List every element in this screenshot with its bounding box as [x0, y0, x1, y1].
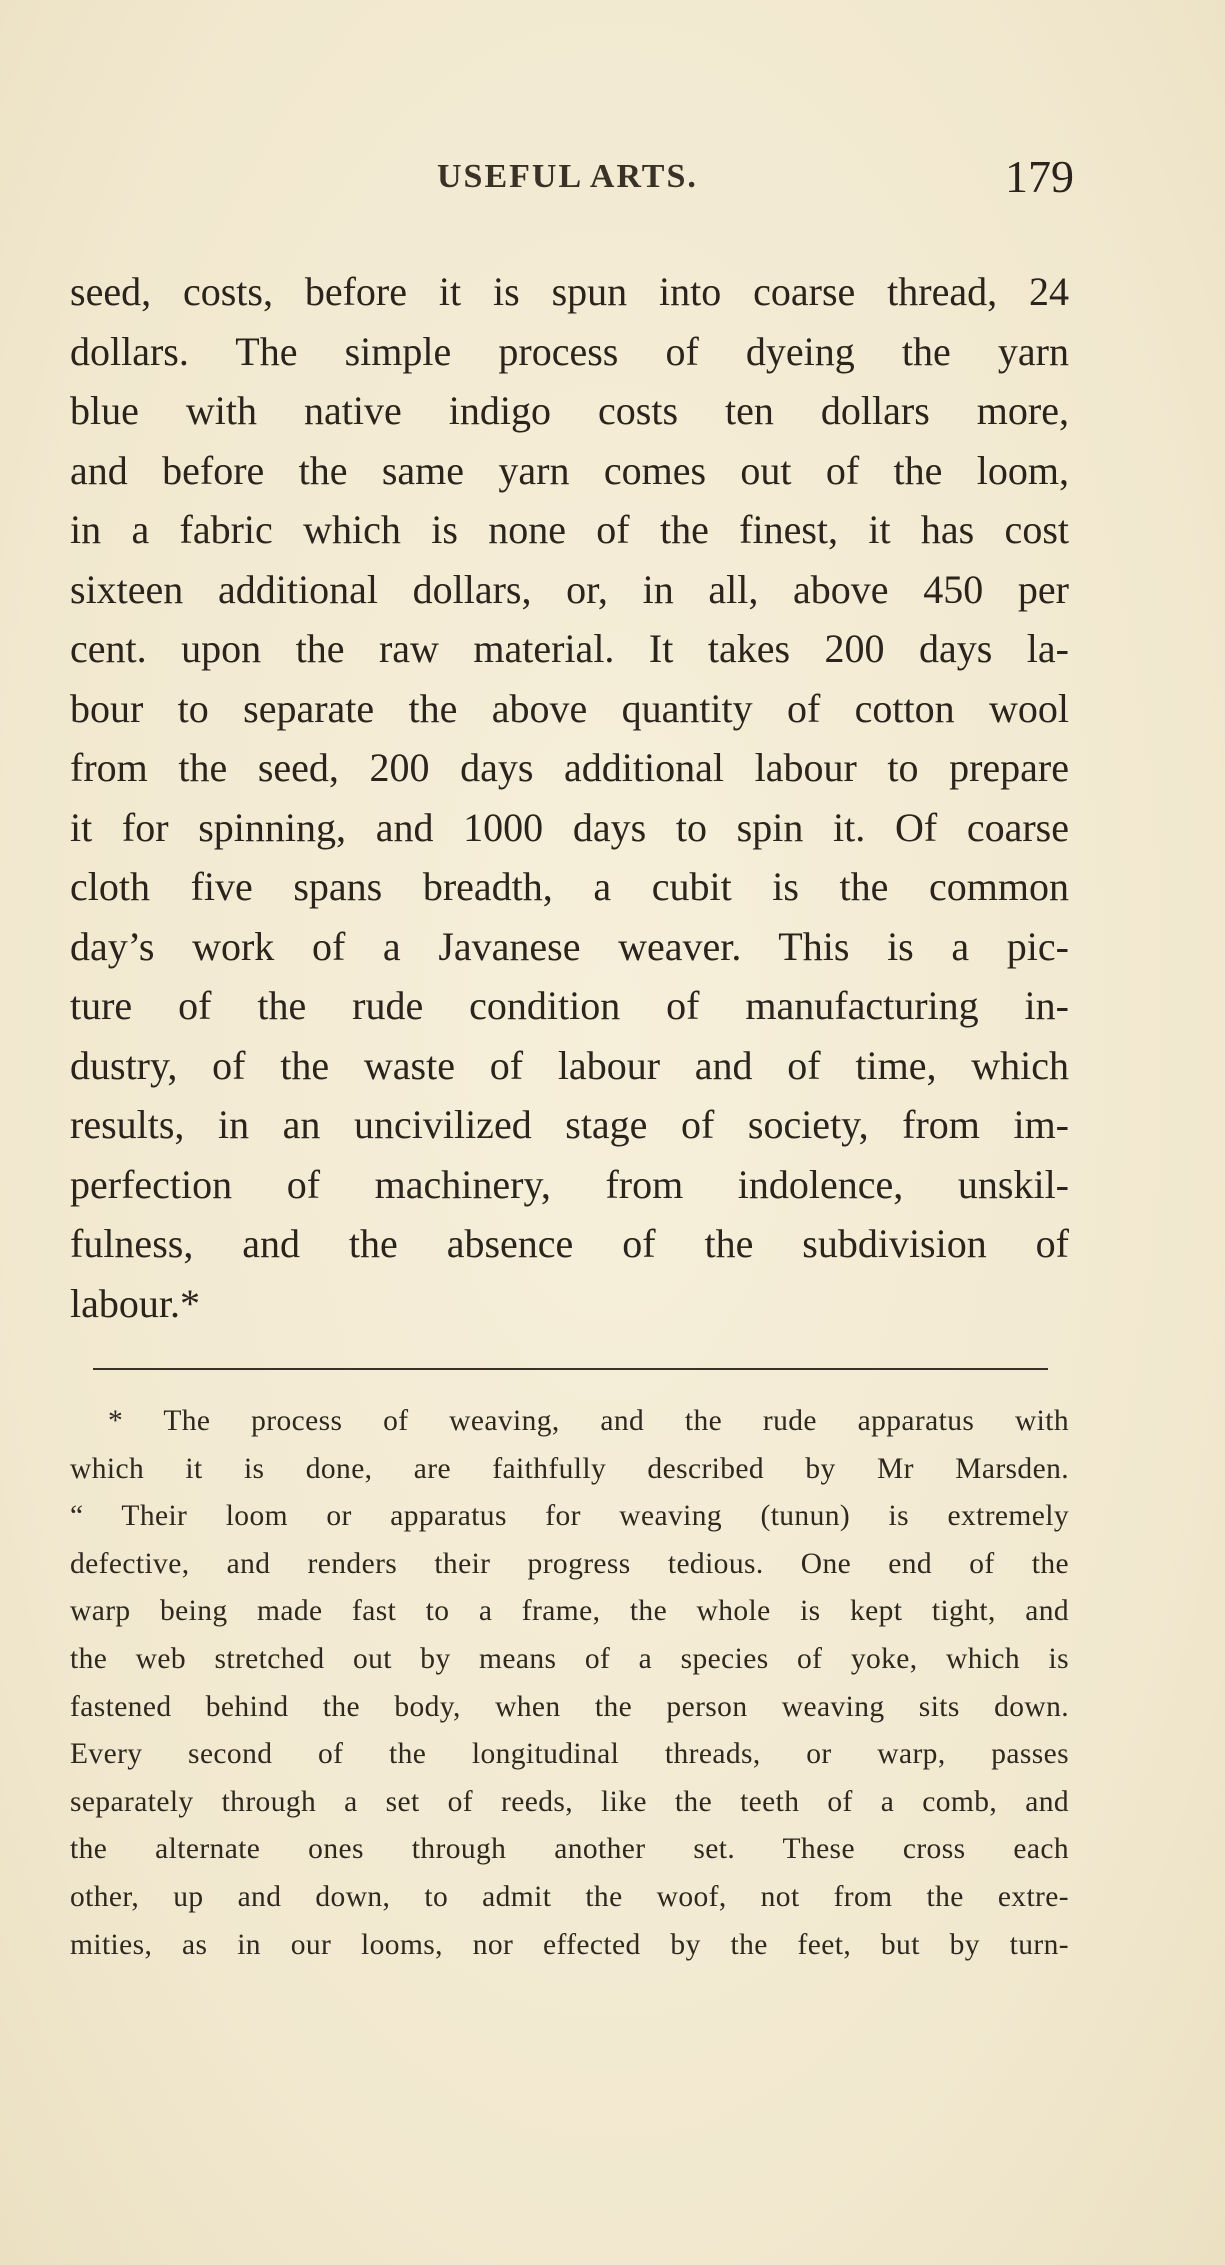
footnote-line: the web stretched out by means of a species of yoke, which is [70, 1642, 1069, 1675]
footnote-line: fastened behind the body, when the person weaving sits down. [70, 1690, 1069, 1723]
footnote-line: other, up and down, to admit the woof, not from the extre- [70, 1880, 1069, 1913]
footnote-line: which it is done, are faithfully described by Mr Marsden. [70, 1452, 1069, 1485]
body-line: it for spinning, and 1000 days to spin it. Of coarse [70, 804, 1069, 850]
footnote-line: mities, as in our looms, nor effected by the feet, but by turn- [70, 1928, 1069, 1961]
body-line: results, in an uncivilized stage of society, from im- [70, 1102, 1069, 1147]
body-line: in a fabric which is none of the finest, it has cost [70, 507, 1069, 552]
running-head: USEFUL ARTS. [437, 158, 698, 195]
footnote-rule [93, 1368, 1048, 1370]
page-header [70, 150, 1074, 210]
body-line: bour to separate the above quantity of cotton wool [70, 685, 1069, 731]
body-line: day’s work of a Javanese weaver. This is a pic- [70, 923, 1069, 969]
body-text [70, 262, 1069, 1333]
footnote-line: defective, and renders their progress tedious. One end of the [70, 1547, 1069, 1580]
body-line: from the seed, 200 days additional labour to prepare [70, 745, 1069, 790]
footnote [70, 1398, 1069, 1969]
footnote-line: * The process of weaving, and the rude apparatus with [108, 1405, 1069, 1437]
body-line: dustry, of the waste of labour and of time, which [70, 1042, 1069, 1088]
body-line: ture of the rude condition of manufacturing in- [70, 983, 1069, 1028]
footnote-line: separately through a set of reeds, like the teeth of a comb, and [70, 1785, 1069, 1818]
body-line: cloth five spans breadth, a cubit is the common [70, 864, 1069, 909]
body-line: labour.* [70, 1280, 200, 1326]
body-line: fulness, and the absence of the subdivision of [70, 1221, 1069, 1266]
page-number: 179 [1005, 151, 1074, 202]
footnote-line: Every second of the longitudinal threads, or warp, passes [70, 1738, 1069, 1771]
body-line: cent. upon the raw material. It takes 200 days la- [70, 626, 1069, 671]
body-line: seed, costs, before it is spun into coarse thread, 24 [70, 269, 1069, 314]
footnote-line: warp being made fast to a frame, the whole is kept tight, and [70, 1595, 1069, 1628]
footnote-line: the alternate ones through another set. These cross each [70, 1833, 1069, 1866]
body-line: sixteen additional dollars, or, in all, above 450 per [70, 566, 1069, 612]
body-line: and before the same yarn comes out of the loom, [70, 447, 1069, 493]
body-line: blue with native indigo costs ten dollars more, [70, 388, 1069, 433]
body-line: dollars. The simple process of dyeing the yarn [70, 328, 1069, 374]
footnote-line: “ Their loom or apparatus for weaving (tunun) is extremely [70, 1500, 1069, 1533]
body-line: perfection of machinery, from indolence, unskil- [70, 1161, 1069, 1207]
